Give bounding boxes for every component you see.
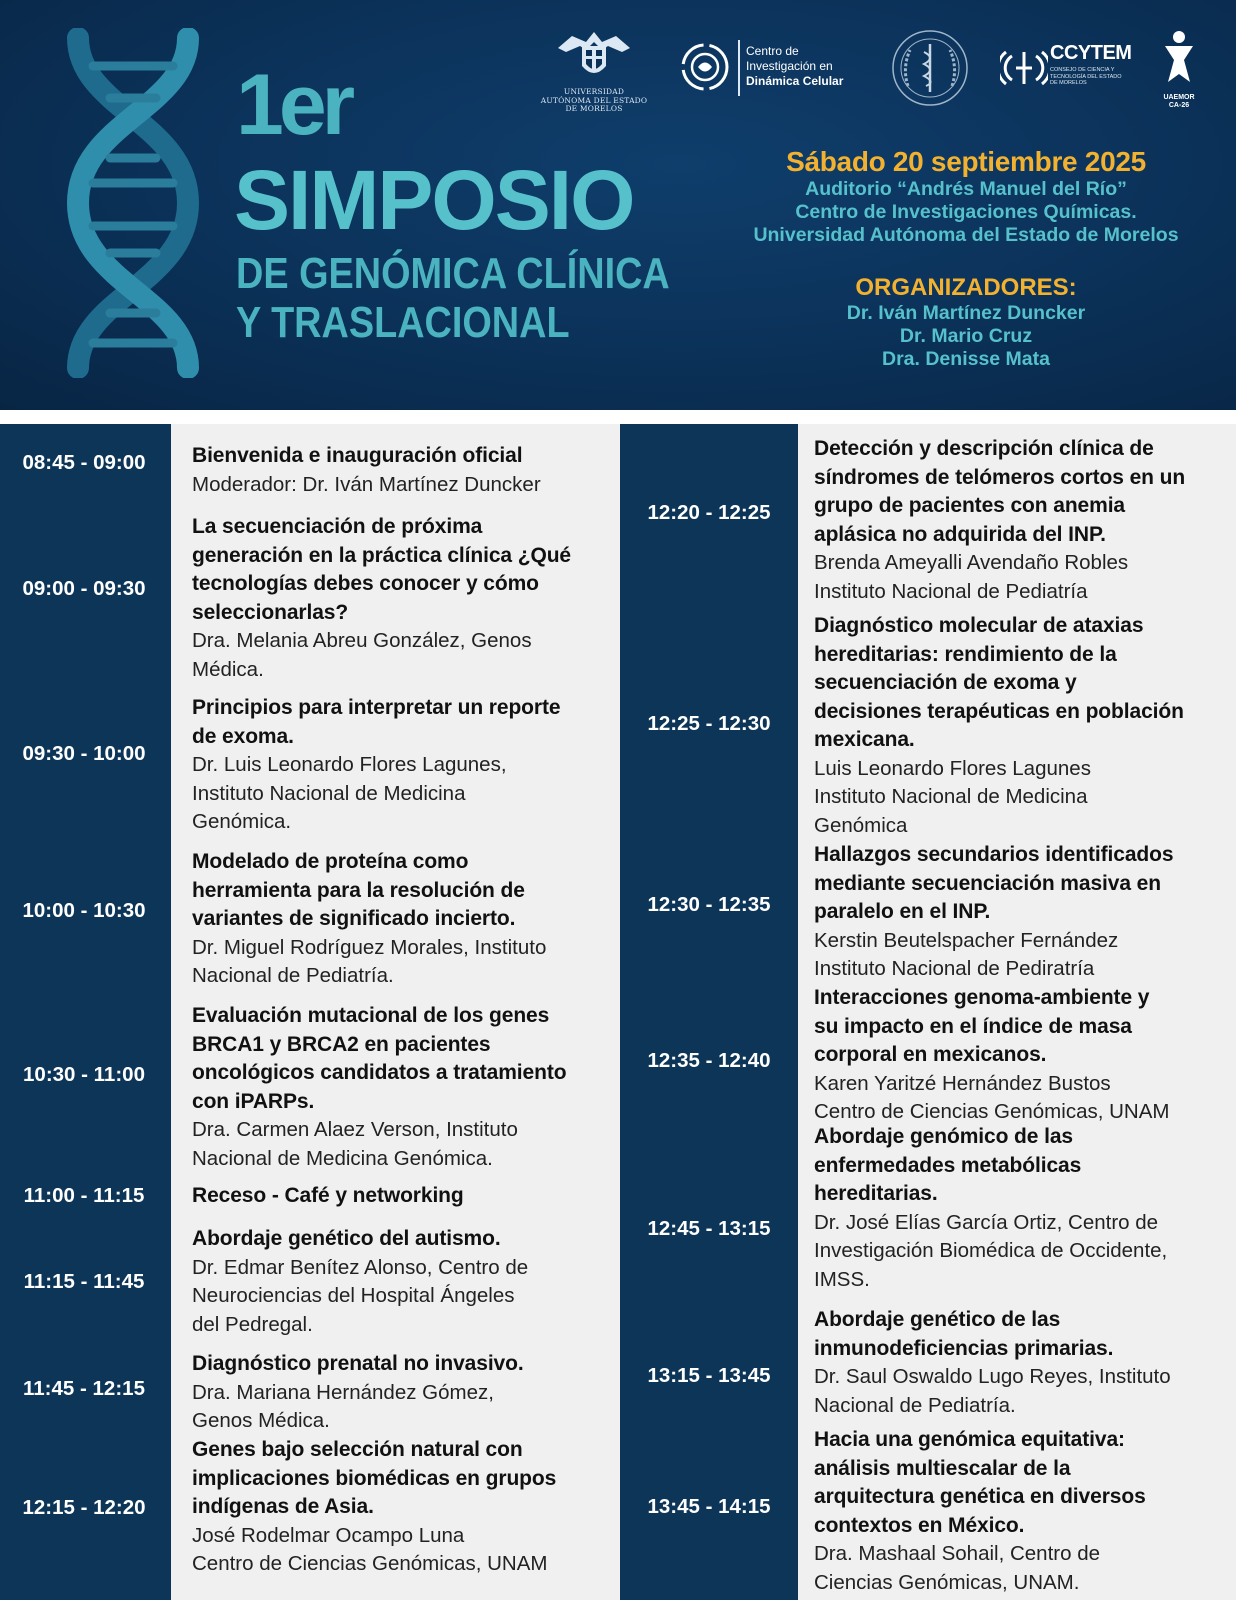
session-time: 12:15 - 12:20	[22, 1496, 146, 1519]
session-item	[192, 1350, 617, 1436]
session-speaker-line: Genos Médica.	[192, 1409, 330, 1432]
session-time: 12:25 - 12:30	[647, 712, 771, 735]
session-speaker-line: Centro de Ciencias Genómicas, UNAM	[192, 1552, 548, 1575]
facultad-medicina-logo	[888, 28, 972, 108]
session-speaker-line: Karen Yaritzé Hernández Bustos	[814, 1071, 1111, 1095]
session-title-line: Diagnóstico molecular de ataxias	[814, 614, 1144, 637]
session-title-line: Genes bajo selección natural con	[192, 1438, 523, 1461]
session-item	[192, 1002, 617, 1173]
session-item	[814, 435, 1234, 606]
ccytem-logo-caption: CONSEJO DE CIENCIA Y TECNOLOGÍA DEL ESTADO DE MORELOS	[1050, 67, 1122, 86]
session-speaker-line: Nacional de Pediatría.	[192, 964, 394, 987]
session-item	[192, 694, 617, 837]
session-speaker-line: Instituto Nacional de Pediatría	[814, 579, 1088, 603]
session-title-line: Interacciones genoma-ambiente y	[814, 986, 1150, 1009]
session-speaker-line: Dr. Miguel Rodríguez Morales, Instituto	[192, 935, 547, 959]
session-item	[814, 612, 1234, 840]
session-title-line: Hallazgos secundarios identificados	[814, 843, 1174, 866]
session-item	[192, 442, 617, 499]
session-time: 12:20 - 12:25	[647, 501, 771, 524]
session-speaker-line: Médica.	[192, 657, 264, 681]
session-title-line: variantes de significado incierto.	[192, 907, 516, 930]
session-speaker-line: Dra. Carmen Alaez Verson, Instituto	[192, 1118, 518, 1141]
session-time: 13:15 - 13:45	[647, 1364, 771, 1387]
session-title-line: corporal en mexicanos.	[814, 1043, 1047, 1066]
session-time: 12:30 - 12:35	[647, 893, 771, 916]
session-title-line: implicaciones biomédicas en grupos	[192, 1466, 557, 1490]
session-speaker-line: Luis Leonardo Flores Lagunes	[814, 756, 1091, 780]
session-speaker-line: Moderador: Dr. Iván Martínez Duncker	[192, 472, 541, 496]
session-time: 11:00 - 11:15	[23, 1184, 145, 1207]
session-title-line: Evaluación mutacional de los genes	[192, 1004, 550, 1027]
session-title-line: paralelo en el INP.	[814, 900, 991, 923]
session-title-line: mexicana.	[814, 728, 915, 751]
cidc-logo-line1: Centro de	[746, 44, 799, 58]
session-title-line: oncológicos candidatos a tratamiento	[192, 1061, 567, 1084]
organizer-name: Dr. Iván Martínez Duncker	[846, 302, 1086, 324]
session-title-line: Receso - Café y networking	[192, 1184, 464, 1207]
session-item	[814, 984, 1234, 1127]
session-item	[814, 841, 1234, 984]
session-title-line: indígenas de Asia.	[192, 1495, 374, 1518]
session-item	[814, 1426, 1234, 1597]
medicine-seal-icon	[888, 28, 972, 108]
session-title-line: La secuenciación de próxima	[192, 515, 483, 538]
session-item	[192, 1182, 617, 1211]
event-header	[0, 0, 1236, 410]
session-speaker-line: Dr. José Elías García Ortiz, Centro de	[814, 1210, 1159, 1234]
session-title-line: arquitectura genética en diversos	[814, 1485, 1146, 1508]
session-item	[192, 1225, 617, 1339]
session-title-line: grupo de pacientes con anemia	[814, 494, 1126, 517]
title-ordinal: 1er	[236, 57, 351, 153]
title-main: SIMPOSIO	[234, 153, 634, 247]
session-title-line: de exoma.	[192, 724, 294, 748]
session-time: 10:30 - 11:00	[23, 1063, 145, 1086]
session-speaker-line: Instituto Nacional de Medicina	[192, 781, 466, 805]
session-title-line: BRCA1 y BRCA2 en pacientes	[192, 1032, 491, 1056]
session-title-line: tecnologías debes conocer y cómo	[192, 572, 539, 595]
session-title-line: Abordaje genético de las	[814, 1308, 1061, 1331]
session-title-line: hereditarias: rendimiento de la	[814, 642, 1117, 666]
session-item	[192, 848, 617, 991]
session-title-line: enfermedades metabólicas	[814, 1153, 1082, 1177]
session-title-line: Detección y descripción clínica de	[814, 437, 1154, 460]
session-item	[192, 513, 617, 684]
session-time: 11:15 - 11:45	[23, 1270, 145, 1293]
session-time: 12:45 - 13:15	[647, 1217, 771, 1240]
session-speaker-line: IMSS.	[814, 1267, 870, 1291]
session-title-line: secuenciación de exoma y	[814, 671, 1077, 694]
session-speaker-line: Nacional de Medicina Genómica.	[192, 1146, 493, 1170]
session-title-line: su impacto en el índice de masa	[814, 1014, 1132, 1038]
uaemor-logo	[1156, 30, 1202, 110]
organizers-title: ORGANIZADORES:	[855, 274, 1077, 301]
session-title-line: generación en la práctica clínica ¿Qué	[192, 543, 572, 567]
event-date: Sábado 20 septiembre 2025	[786, 146, 1146, 177]
session-speaker-line: Instituto Nacional de Medicina	[814, 785, 1088, 808]
session-speaker-line: Kerstin Beutelspacher Fernández	[814, 928, 1119, 952]
session-speaker-line: Dra. Mashaal Sohail, Centro de	[814, 1542, 1101, 1565]
session-title-line: síndromes de telómeros cortos en un	[814, 465, 1186, 489]
session-title-line: aplásica no adquirida del INP.	[814, 522, 1106, 546]
session-speaker-line: Dra. Mariana Hernández Gómez,	[192, 1380, 494, 1404]
session-speaker-line: Nacional de Pediatría.	[814, 1393, 1016, 1417]
session-speaker-line: Dra. Melania Abreu González, Genos	[192, 629, 532, 652]
dna-helix-icon	[48, 28, 218, 378]
uaem-logo	[538, 28, 650, 114]
session-time: 13:45 - 14:15	[647, 1495, 771, 1518]
session-time: 11:45 - 12:15	[23, 1377, 145, 1400]
session-item	[192, 1436, 617, 1579]
organizer-name: Dra. Denisse Mata	[882, 348, 1050, 370]
title-subtitle-2: Y TRASLACIONAL	[236, 298, 570, 347]
cidc-cell-icon	[680, 42, 730, 92]
session-title-line: Abordaje genético del autismo.	[192, 1227, 501, 1250]
session-time: 09:30 - 10:00	[22, 742, 146, 765]
session-title-line: mediante secuenciación masiva en	[814, 871, 1161, 895]
session-title-line: inmunodeficiencias primarias.	[814, 1336, 1114, 1360]
session-title-line: contextos en México.	[814, 1513, 1025, 1537]
event-venue-university: Universidad Autónoma del Estado de Morelos	[753, 224, 1179, 246]
session-title-line: decisiones terapéuticas en población	[814, 699, 1184, 723]
uaemor-figure-icon	[1162, 30, 1196, 90]
session-title-line: con iPARPs.	[192, 1089, 315, 1113]
session-speaker-line: Centro de Ciencias Genómicas, UNAM	[814, 1100, 1170, 1123]
session-speaker-line: del Pedregal.	[192, 1312, 313, 1336]
session-speaker-line: Instituto Nacional de Pediratría	[814, 957, 1095, 980]
session-time: 08:45 - 09:00	[22, 451, 146, 474]
event-venue-auditorium: Auditorio “Andrés Manuel del Río”	[805, 178, 1127, 200]
ccytem-logo	[1000, 42, 1130, 92]
session-speaker-line: Brenda Ameyalli Avendaño Robles	[814, 551, 1129, 574]
session-item	[814, 1123, 1234, 1294]
session-title-line: Bienvenida e inauguración oficial	[192, 444, 523, 467]
session-speaker-line: José Rodelmar Ocampo Luna	[192, 1523, 465, 1547]
uaem-logo-text: UNIVERSIDAD AUTÓNOMA DEL ESTADO DE MORELOS	[540, 87, 648, 114]
session-time: 10:00 - 10:30	[22, 899, 146, 922]
session-item	[814, 1306, 1234, 1420]
session-title-line: Abordaje genómico de las	[814, 1125, 1073, 1148]
session-title-line: Diagnóstico prenatal no invasivo.	[192, 1352, 524, 1375]
session-speaker-line: Genómica.	[192, 810, 292, 833]
cidc-logo-line2: Investigación en	[746, 59, 833, 73]
session-time: 09:00 - 09:30	[22, 577, 146, 600]
session-time: 12:35 - 12:40	[647, 1049, 771, 1072]
session-title-line: Modelado de proteína como	[192, 850, 469, 873]
event-venue-center: Centro de Investigaciones Químicas.	[795, 201, 1137, 223]
session-title-line: análisis multiescalar de la	[814, 1456, 1071, 1480]
time-column-left	[0, 424, 171, 1600]
session-title-line: Principios para interpretar un reporte	[192, 696, 561, 719]
cidc-logo	[680, 38, 880, 98]
title-subtitle-1: DE GENÓMICA CLÍNICA	[236, 249, 670, 298]
session-speaker-line: Dr. Luis Leonardo Flores Lagunes,	[192, 753, 507, 776]
session-speaker-line: Investigación Biomédica de Occidente,	[814, 1239, 1168, 1262]
ccytem-logo-name: CCYTEM	[1050, 42, 1132, 64]
organizer-name: Dr. Mario Cruz	[899, 325, 1033, 347]
session-title-line: seleccionarlas?	[192, 600, 349, 624]
session-speaker-line: Genómica	[814, 813, 908, 837]
cidc-logo-line3: Dinámica Celular	[746, 74, 844, 88]
sponsor-logos	[530, 28, 1220, 114]
uaem-crest-icon	[552, 28, 636, 82]
session-speaker-line: Dr. Saul Oswaldo Lugo Reyes, Instituto	[814, 1365, 1171, 1388]
session-title-line: herramienta para la resolución de	[192, 878, 525, 902]
session-title-line: Hacia una genómica equitativa:	[814, 1428, 1125, 1451]
ccytem-mark-icon	[1000, 44, 1048, 92]
time-column-right	[620, 424, 798, 1600]
uaemor-logo-line2: CA-26	[1168, 102, 1190, 109]
uaemor-logo-line1: UAEMOR	[1163, 94, 1195, 101]
session-speaker-line: Ciencias Genómicas, UNAM.	[814, 1570, 1080, 1594]
session-title-line: hereditarias.	[814, 1182, 938, 1205]
session-speaker-line: Neurociencias del Hospital Ángeles	[192, 1284, 515, 1307]
session-speaker-line: Dr. Edmar Benítez Alonso, Centro de	[192, 1255, 529, 1279]
